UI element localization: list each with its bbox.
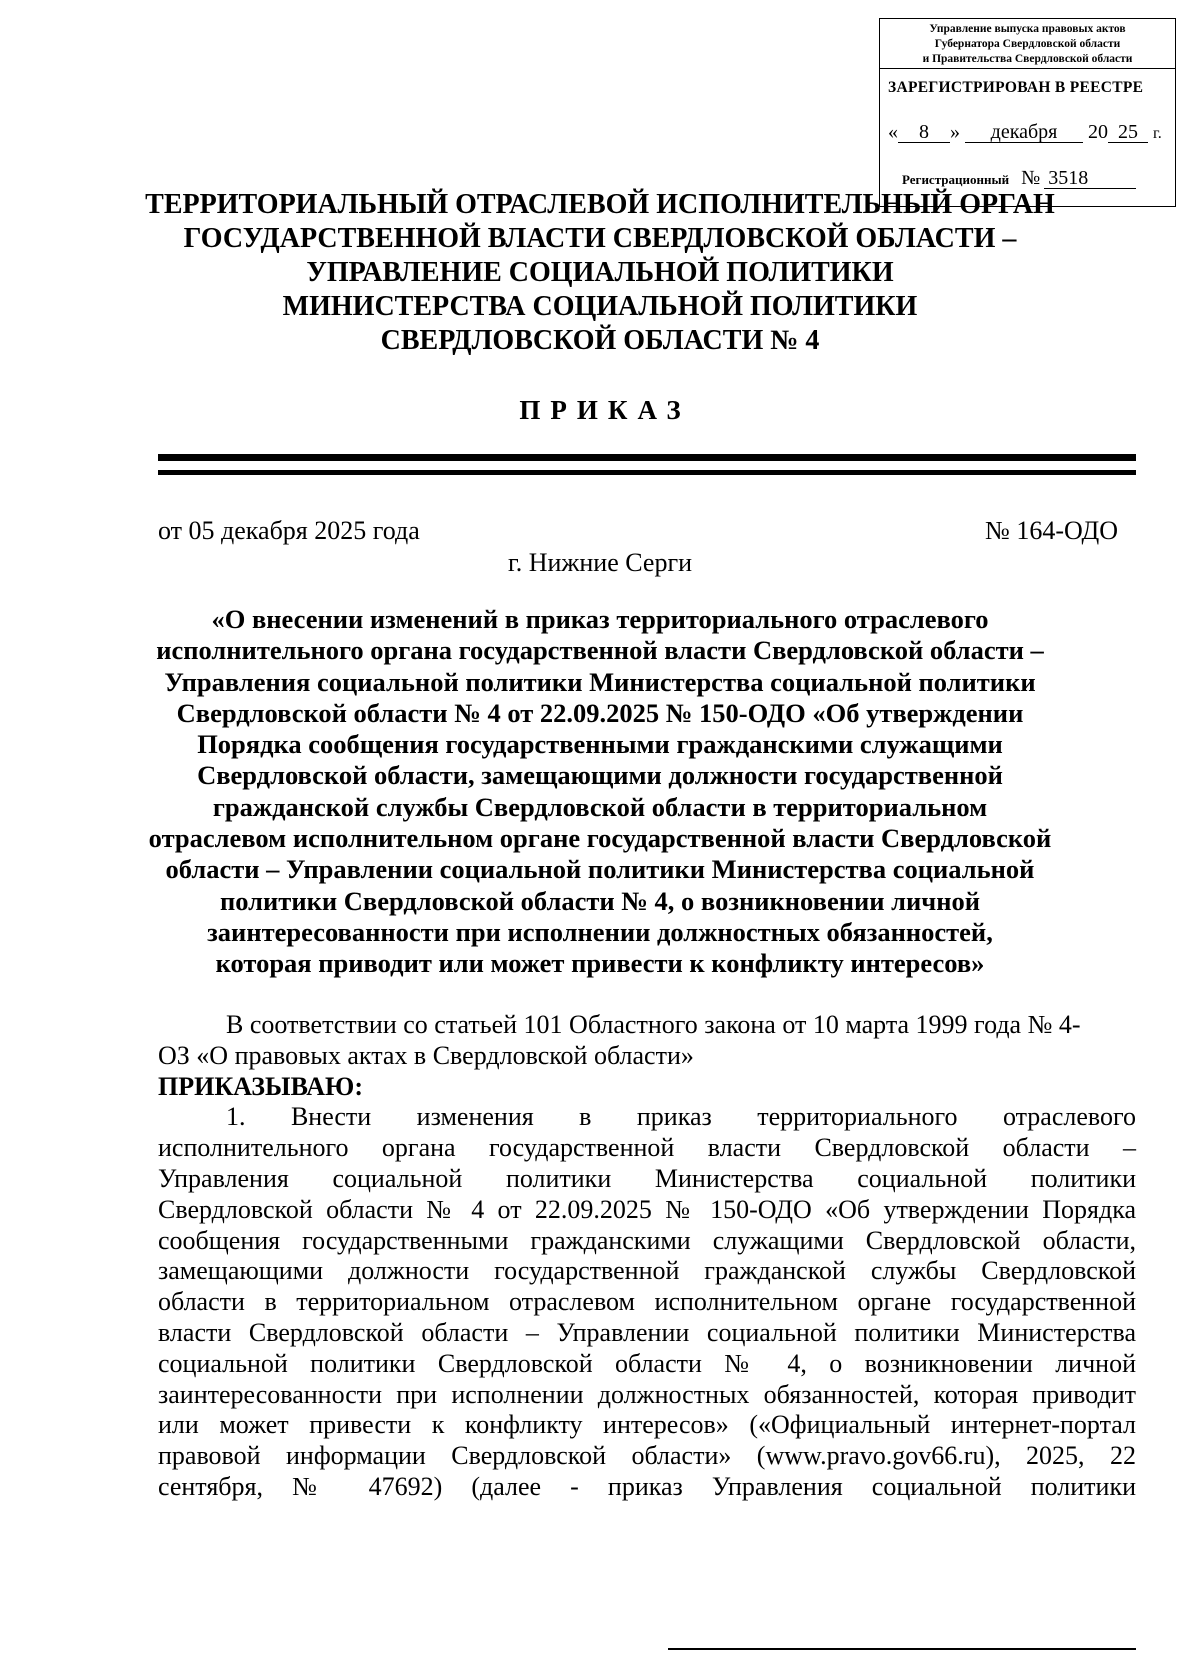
title-line: ТЕРРИТОРИАЛЬНЫЙ ОТРАСЛЕВОЙ ИСПОЛНИТЕЛЬНЫЙ ОРГАН — [145, 189, 1055, 220]
item-line: Свердловской области № 4 от 22.09.2025 № 150-ОДО «Об утверждении Порядка — [158, 1194, 1136, 1224]
title-line: УПРАВЛЕНИЕ СОЦИАЛЬНОЙ ПОЛИТИКИ — [306, 257, 894, 288]
title-line: СВЕРДЛОВСКОЙ ОБЛАСТИ № 4 — [380, 325, 820, 356]
stamp-registered-label: ЗАРЕГИСТРИРОВАН В РЕЕСТРЕ — [888, 79, 1144, 96]
stamp-header-line: Губернатора Свердловской области — [934, 38, 1121, 50]
subject-line: которая приводит или может привести к конфликту интересов» — [215, 948, 985, 979]
item-line: сообщения государственными гражданскими служащими Свердловской области, — [158, 1225, 1136, 1255]
stamp-header-line: и Правительства Свердловской области — [922, 53, 1133, 65]
subject-line: исполнительного органа государственной власти Свердловской области – — [156, 635, 1044, 666]
item-line: правовой информации Свердловской области» (www.pravo.gov66.ru), 2025, 22 — [158, 1441, 1136, 1471]
title-line: ГОСУДАРСТВЕННОЙ ВЛАСТИ СВЕРДЛОВСКОЙ ОБЛАСТИ – — [183, 223, 1017, 254]
subject-line: заинтересованности при исполнении должностных обязанностей, — [207, 916, 993, 947]
stamp-date-year-unit: г. — [1153, 125, 1162, 142]
preamble-line: В соответствии со статьей 101 Областного закона от 10 марта 1999 года № 4- — [226, 1010, 1081, 1039]
document-subject — [0, 604, 1200, 980]
item-line: Управления социальной политики Министерства социальной политики — [158, 1163, 1136, 1193]
item-line: исполнительного органа государственной власти Свердловской области – — [158, 1133, 1136, 1163]
document-date: от 05 декабря 2025 года — [158, 516, 420, 545]
title-line: МИНИСТЕРСТВА СОЦИАЛЬНОЙ ПОЛИТИКИ — [282, 291, 918, 322]
stamp-date — [888, 121, 1162, 144]
subject-line: «О внесении изменений в приказ территориального отраслевого — [211, 604, 989, 634]
stamp-header — [880, 19, 1175, 69]
item-line: области в территориальном отраслевом исполнительном органе государственной — [158, 1287, 1136, 1317]
organization-title — [0, 188, 1200, 358]
subject-line: Свердловской области, замещающими должности государственной — [197, 760, 1003, 791]
stamp-date-month: декабря — [965, 122, 1083, 143]
stamp-header-line: Управление выпуска правовых актов — [929, 23, 1126, 35]
footer-rule — [668, 1648, 1136, 1650]
stamp-number-sign: № — [1021, 167, 1041, 189]
stamp-number-label: Регистрационный — [902, 172, 1010, 187]
registration-stamp — [879, 18, 1176, 207]
header-rule-thin — [158, 470, 1136, 475]
subject-line: Порядка сообщения государственными гражданскими служащими — [197, 729, 1003, 760]
header-rule-thick — [158, 454, 1136, 461]
stamp-registration-number — [902, 167, 1136, 190]
item-line: заинтересованности при исполнении должностных обязанностей, которая приводит — [158, 1379, 1136, 1409]
item-line: или может привести к конфликту интересов» («Официальный интернет-портал — [158, 1410, 1136, 1440]
document-number: № 164-ОДО — [985, 516, 1118, 545]
subject-line: гражданской службы Свердловской области в территориальном — [212, 791, 988, 822]
document-type: ПРИКАЗ — [519, 395, 691, 425]
preamble-line: ОЗ «О правовых актах в Свердловской области» — [158, 1040, 694, 1070]
stamp-date-day: 8 — [898, 122, 950, 143]
item-line: сентября, № 47692) (далее - приказ Управления социальной политики — [158, 1471, 1136, 1501]
item-line: социальной политики Свердловской области № 4, о возникновении личной — [158, 1348, 1136, 1378]
subject-line: Свердловской области № 4 от 22.09.2025 № 150-ОДО «Об утверждении — [176, 697, 1024, 728]
stamp-number-value: 3518 — [1044, 168, 1136, 189]
stamp-date-close-quote: » — [950, 121, 960, 143]
subject-line: Управления социальной политики Министерства социальной политики — [164, 666, 1036, 697]
subject-line: политики Свердловской области № 4, о возникновении личной — [220, 885, 980, 916]
stamp-date-year-suffix: 25 — [1108, 122, 1148, 143]
subject-line: отраслевом исполнительном органе государственной власти Свердловской — [148, 823, 1052, 854]
document-body — [158, 1010, 1136, 1503]
document-city: г. Нижние Серги — [507, 548, 693, 577]
item-line: власти Свердловской области – Управлении социальной политики Министерства — [158, 1317, 1136, 1347]
stamp-date-year-prefix: 20 — [1088, 121, 1108, 143]
order-word: ПРИКАЗЫВАЮ: — [158, 1071, 363, 1101]
stamp-date-open-quote: « — [888, 121, 898, 143]
item-line: 1. Внести изменения в приказ территориального отраслевого — [226, 1102, 1136, 1132]
item-line: замещающими должности государственной гражданской службы Свердловской — [158, 1256, 1136, 1286]
subject-line: области – Управлении социальной политики Министерства социальной — [165, 854, 1035, 885]
